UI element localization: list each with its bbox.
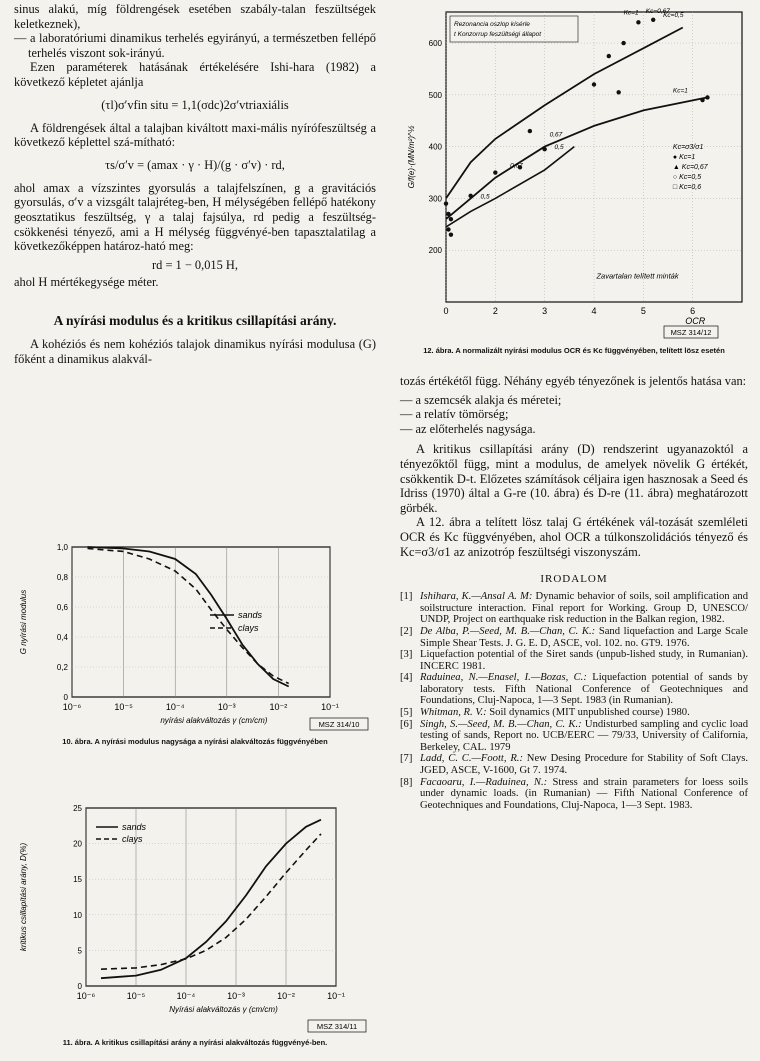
- list-item-3: — az előterhelés nagysága.: [400, 421, 536, 436]
- plot-frame: [72, 547, 330, 697]
- figure-10-caption: 10. ábra. A nyírási modulus nagysága a nyírási alakváltozás függvényében: [62, 737, 328, 746]
- x-tick-label: 4: [591, 306, 597, 316]
- paragraph-max-shear: A földrengések által a talajban kiváltott maxi-mális nyírófeszültség a következő képlettel szá-mítható:: [14, 120, 376, 150]
- x-tick-label: 2: [492, 306, 498, 316]
- legend-label-clays: clays: [122, 834, 143, 844]
- x-tick-label: 10⁻⁴: [165, 702, 185, 712]
- curve-kc-1: [446, 28, 683, 199]
- y-tick-label: 5: [77, 946, 82, 956]
- y-tick-label: 0,6: [56, 603, 68, 612]
- reference-text: De Alba, P.—Seed, M. B.—Chan, C. K.: Sand liquefaction and Large Scale Simple Shear Tests. J. G. E. D, ASCE, vol. 102. no. GT9. 1976.: [420, 625, 748, 649]
- reference-number: [3]: [400, 649, 413, 661]
- x-axis-label: OCR: [685, 316, 706, 326]
- y-tick-label: 0: [63, 693, 68, 702]
- data-point: [592, 82, 596, 86]
- data-point: [446, 212, 450, 216]
- y-tick-label: 1,0: [56, 543, 68, 552]
- x-tick-label: 10⁻¹: [321, 702, 339, 712]
- reference-text: Singh, S.—Seed, M. B.—Chan, C. K.: Undisturbed sampling and cyclic load testing of sands, Report no. UCB/EERC — 79/33, University of California, Berkeley, CAL. 1979: [420, 718, 748, 753]
- x-tick-label: 10⁻⁴: [176, 991, 196, 1001]
- figure-12-caption: 12. ábra. A normalizált nyírási modulus OCR és Kc függvényében, telített lösz esetén: [423, 346, 725, 355]
- figure-code: MSZ 314/12: [670, 328, 712, 337]
- data-point: [446, 227, 450, 231]
- data-point: [444, 201, 448, 205]
- paragraph-fig12: A 12. ábra a telített lösz talaj G értékének vál-tozását szemléleti OCR és Kc függvényében, ahol OCR a túlkonszolidációs tényező és Kc=σ3/σ1 az anizotróp feszültségi viszonyszám.: [400, 515, 748, 559]
- x-axis-label: Nyírási alakváltozás γ (cm/cm): [169, 1005, 278, 1014]
- paragraph-intro-1: sinus alakú, míg földrengések esetében szabály-talan feszültségek keletkeznek),: [14, 2, 376, 31]
- legend-entry: ▲ Kc=0,67: [672, 164, 708, 172]
- reference-authors: Ladd, C. C.—Foott, R.:: [420, 753, 523, 765]
- data-point: [449, 217, 453, 221]
- x-tick-label: 10⁻³: [227, 991, 245, 1001]
- list-item-1: — a szemcsék alakja és méretei;: [400, 392, 562, 407]
- reference-authors: Facaoaru, I.—Raduinea, N.:: [420, 776, 548, 788]
- reference-item: [400, 719, 748, 754]
- references-heading: IRODALOM: [540, 573, 608, 586]
- paragraph-unit: ahol H mértékegysége méter.: [14, 274, 159, 289]
- reference-text: Raduinea, N.—Enasel, I.—Bozas, C.: Liquefaction potential of sands by laboratory tests. Fifth National Conference of Geotechniques and Foundations, Cluj-Napoca, 1—3 Sept. 1983 (in Rumanian).: [420, 672, 748, 707]
- x-tick-label: 10⁻²: [277, 991, 295, 1001]
- figure-11-caption: 11. ábra. A kritikus csillapítási arány a nyírási alakváltozás függvényé-ben.: [62, 1038, 328, 1047]
- figure-12: [400, 2, 748, 372]
- paragraph-kritikus: A kritikus csillapítási arány (D) rendszerint ugyanazoktól a tényezőktől függ, mint a modulus, de amelyek növelik G értékét, csökkentik D-t. Előzetes számítások céljaira igen hasznosak a Seed és Idriss (1970) által a G-re (10. ábra) és D-re (11. ábra) meghatározott görbék.: [400, 442, 748, 515]
- legend-label-sands: sands: [238, 610, 263, 620]
- reference-number: [7]: [400, 753, 413, 765]
- formula-2: τs/σ′v = (amax · γ · H)/(g · σ′v) · rd,: [105, 157, 285, 172]
- reference-item: [400, 591, 748, 626]
- legend-entry: Kc=σ3/σ1: [672, 144, 704, 152]
- figure-12-chart: [400, 2, 748, 342]
- y-tick-label: 20: [73, 839, 82, 849]
- figure-11-chart: [14, 790, 376, 1038]
- figure-10: [14, 525, 376, 750]
- y-tick-label: 200: [428, 246, 442, 256]
- data-point: [528, 129, 532, 133]
- legend-label-sands: sands: [122, 822, 147, 832]
- box-label-line1: Rezonancia oszlop kísérle: [454, 21, 530, 28]
- list-item-2: — a relatív tömörség;: [400, 407, 509, 422]
- reference-item: [400, 672, 748, 707]
- point-label: 0,67: [549, 131, 563, 139]
- reference-text: Liquefaction potential of the Siret sands (unpub-lished study, in Rumanian). INCERC 1981.: [420, 649, 748, 672]
- y-tick-label: 0,8: [56, 573, 68, 582]
- legend-label-clays: clays: [238, 623, 259, 633]
- y-tick-label: 500: [428, 90, 442, 100]
- figure-code: MSZ 314/11: [316, 1022, 358, 1031]
- y-tick-label: 400: [428, 142, 442, 152]
- paragraph-kohezios: A kohéziós és nem kohéziós talajok dinamikus nyírási modulusa (G) főként a dinamikus alakvál-: [14, 337, 376, 366]
- x-tick-label: 10⁻⁶: [76, 991, 96, 1001]
- y-tick-label: 15: [73, 875, 82, 885]
- data-point: [636, 20, 640, 24]
- data-point: [700, 98, 704, 102]
- x-axis-label: nyírási alakváltozás γ (cm/cm): [160, 716, 268, 725]
- point-label: Kc=1: [623, 9, 639, 17]
- reference-item: [400, 777, 748, 812]
- x-tick-label: 0: [443, 306, 449, 316]
- reference-authors: Ishihara, K.—Ansal A. M:: [420, 591, 533, 603]
- y-tick-label: 0: [77, 982, 82, 991]
- reference-item: [400, 753, 748, 776]
- data-point: [542, 147, 546, 151]
- x-tick-label: 10⁻³: [217, 702, 236, 712]
- figure-code: MSZ 314/10: [318, 720, 360, 729]
- paragraph-ishihara: Ezen paraméterek hatásának értékelésére Ishi-hara (1982) a következő képletet ajánlja: [14, 60, 376, 89]
- reference-text: Ladd, C. C.—Foott, R.: New Desing Procedure for Stability of Soft Clays. JGED, ASCE, V-1600, Gt 7. 1974.: [420, 753, 748, 777]
- curve-kc-05: [446, 147, 574, 227]
- point-label: 0,67: [510, 162, 523, 170]
- data-point: [449, 232, 453, 236]
- y-axis-label: G/f(e)·(MN/m²)^½: [407, 125, 416, 189]
- y-tick-label: 10: [73, 910, 82, 920]
- x-tick-label: 5: [640, 306, 646, 316]
- figure-10-chart: [14, 525, 376, 735]
- legend-entry: ● Kc=1: [672, 154, 696, 162]
- curve-kc-067: [446, 97, 708, 219]
- label-box: [450, 16, 578, 42]
- paragraph-ahol: ahol amax a vízszintes gyorsulás a talajfelszínen, g a gravitációs gyorsulás, σ′v a vizsgált talajréteg-ben, H mélységében fellépő hatékony geosztatikus feszültség, γ a talaj fajsúlya, rd pedig a feszültség-csökkenési tényező, ami a H mélység függvényé-ben tapasztalatilag a következőképpen határoz-ható meg:: [14, 180, 376, 254]
- y-tick-label: 0,4: [56, 633, 68, 642]
- figure-11: [14, 790, 376, 1060]
- y-tick-label: 600: [428, 39, 442, 49]
- point-label: Kc=0,5: [663, 12, 684, 20]
- x-tick-label: 10⁻⁵: [126, 991, 146, 1001]
- y-tick-label: 0,2: [56, 663, 68, 672]
- legend-entry: □ Kc=0,6: [672, 184, 702, 192]
- reference-number: [1]: [400, 591, 413, 603]
- data-point: [651, 18, 655, 22]
- x-tick-label: 6: [690, 306, 696, 316]
- reference-item: [400, 649, 748, 672]
- data-point: [607, 54, 611, 58]
- reference-text: Ishihara, K.—Ansal A. M: Dynamic behavior of soils, soil amplification and soilstructure interaction. Final report for Working. Group D, UNESCO/ UNDP, Project on earthquake risk reduction in the Balkan region, 1982.: [420, 591, 748, 626]
- formula-3: rd = 1 − 0,015 H,: [152, 257, 238, 272]
- y-axis-label: G nyírási modulus: [19, 589, 28, 655]
- reference-authors: Raduinea, N.—Enasel, I.—Bozas, C.:: [420, 672, 587, 684]
- reference-number: [6]: [400, 718, 413, 730]
- data-point: [493, 170, 497, 174]
- x-tick-label: 10⁻¹: [327, 991, 345, 1001]
- reference-authors: Singh, S.—Seed, M. B.—Chan, C. K.:: [420, 718, 582, 730]
- reference-text: Facaoaru, I.—Raduinea, N.: Stress and strain parameters for loess soils under dynamic loads. (in Rumanian) — Fifth National Conference of Geotechniques and Foundations, Cluj-Napoca, 1—3 Sept. 1983.: [420, 776, 748, 811]
- reference-number: [5]: [400, 707, 413, 719]
- point-label: Kc=1: [672, 87, 688, 95]
- data-point: [616, 90, 620, 94]
- point-label: Kc=0,67: [645, 8, 670, 16]
- reference-number: [2]: [400, 625, 413, 637]
- data-point: [621, 41, 625, 45]
- reference-number: [4]: [400, 672, 413, 684]
- reference-authors: Whitman, R. V.:: [420, 707, 487, 719]
- box-label-line2: t Konzorrup feszültségi állapot: [454, 31, 542, 38]
- paragraph-intro-2: — a laboratóriumi dinamikus terhelés egyirányú, a természetben fellépő terhelés viszont sok-irányú.: [14, 31, 376, 60]
- references-list: [400, 591, 748, 811]
- data-point: [468, 194, 472, 198]
- data-point: [705, 95, 709, 99]
- formula-1: (τl)σ′vfin situ = 1,1(σdc)2σ′vtriaxiális: [101, 97, 289, 112]
- y-tick-label: 25: [73, 804, 82, 813]
- legend-entry: ○ Kc=0,5: [672, 174, 702, 182]
- x-tick-label: 10⁻⁵: [114, 702, 133, 712]
- curve-clays: [101, 834, 321, 969]
- x-tick-label: 10⁻⁶: [62, 702, 82, 712]
- y-tick-label: 300: [428, 194, 442, 204]
- section-heading: A nyírási modulus és a kritikus csillapítási arány.: [53, 313, 337, 329]
- x-tick-label: 10⁻²: [269, 702, 288, 712]
- y-axis-label: kritikus csillapítási arány, D(%): [19, 842, 28, 952]
- reference-item: [400, 626, 748, 649]
- reference-item: [400, 707, 748, 719]
- reference-number: [8]: [400, 776, 413, 788]
- reference-authors: De Alba, P.—Seed, M. B.—Chan, C. K.:: [420, 625, 596, 637]
- paragraph-right-top: tozás értékétől függ. Néhány egyéb tényezőnek is jelentős hatása van:: [400, 374, 747, 388]
- point-label: 0,5: [480, 193, 490, 201]
- reference-text: Whitman, R. V.: Soil dynamics (MIT unpublished course) 1980.: [420, 707, 690, 719]
- x-tick-label: 3: [542, 306, 548, 316]
- bottom-label: Zavartalan telített minták: [596, 271, 679, 281]
- point-label: 0,5: [554, 144, 564, 152]
